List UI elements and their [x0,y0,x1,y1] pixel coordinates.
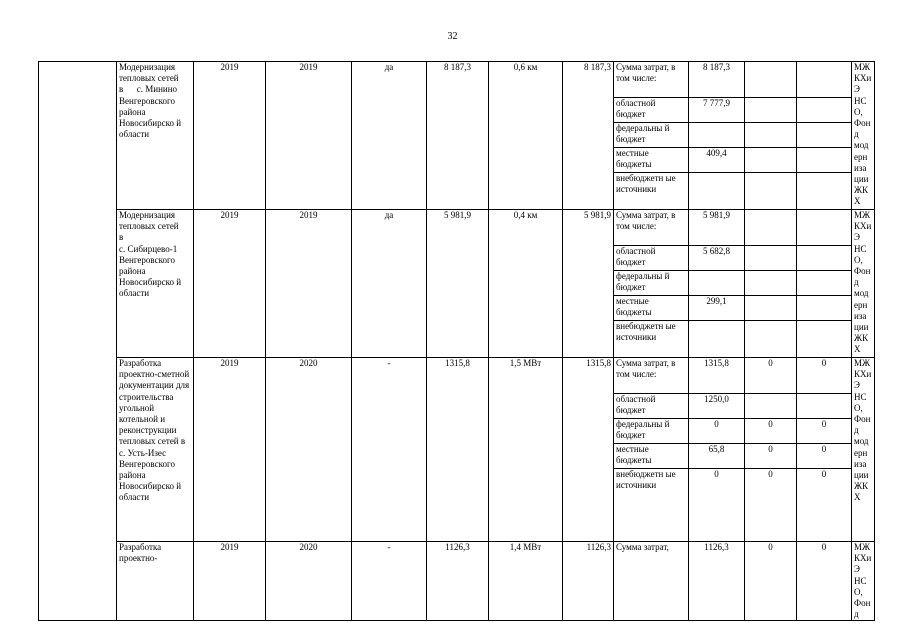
amount-year1 [689,173,745,210]
amount-year3 [797,210,852,246]
amount-year2 [745,148,797,173]
investment-table [38,61,875,621]
year-end: 2019 [266,210,352,358]
project-name: Разработка проектно-сметной документации для строительства угольной котельной и реконструкции тепловых сетей в с. Усть-Изес Венгеровского района Новосибирско й области [117,358,194,542]
funding-label-total: Сумма затрат, в том числе: [614,62,689,98]
capacity: 0,6 км [489,62,563,210]
amount-year2 [745,123,797,148]
year-end: 2019 [266,62,352,210]
cost: 1126,3 [427,542,489,621]
flag: да [352,210,427,358]
funding-label-local: местные бюджеты [614,296,689,321]
funding-label-regional: областной бюджет [614,246,689,271]
amount-year1: 0 [689,419,745,444]
year-start: 2019 [194,62,266,210]
funding-label-federal: федеральны й бюджет [614,123,689,148]
table-body [39,62,875,621]
amount-year1: 0 [689,469,745,542]
funding-label-total: Сумма затрат, [614,542,689,621]
amount-year3 [797,246,852,271]
funding-label-offbudget: внебюджетн ые источники [614,469,689,542]
capacity: 1,5 МВт [489,358,563,542]
funding-label-federal: федеральны й бюджет [614,419,689,444]
amount-year2 [745,296,797,321]
capacity: 0,4 км [489,210,563,358]
year-start: 2019 [194,542,266,621]
cost-total: 1126,3 [563,542,614,621]
amount-year2 [745,173,797,210]
amount-year2 [745,62,797,98]
amount-year3 [797,271,852,296]
amount-year2: 0 [745,542,797,621]
amount-year1 [689,123,745,148]
amount-year3 [797,98,852,123]
project-name: Модернизация тепловых сетей в с. Сибирцево-1 Венгеровского района Новосибирско й области [117,210,194,358]
amount-year2: 0 [745,469,797,542]
amount-year2 [745,246,797,271]
amount-year2 [745,210,797,246]
cost: 1315,8 [427,358,489,542]
capacity: 1,4 МВт [489,542,563,621]
amount-year3 [797,62,852,98]
amount-year3 [797,321,852,358]
table-row [39,358,875,394]
table-row [39,542,875,621]
amount-year1: 7 777,9 [689,98,745,123]
amount-year1: 65,8 [689,444,745,469]
responsible: МЖКХиЭ НСО, Фонд модерниза ции ЖКХ [852,358,875,542]
amount-year1: 1315,8 [689,358,745,394]
amount-year3 [797,148,852,173]
funding-label-federal: федеральны й бюджет [614,271,689,296]
amount-year3: 0 [797,419,852,444]
amount-year1 [689,321,745,358]
flag: - [352,358,427,542]
amount-year3: 0 [797,469,852,542]
amount-year3 [797,394,852,419]
amount-year1: 1250,0 [689,394,745,419]
amount-year2 [745,271,797,296]
amount-year1: 299,1 [689,296,745,321]
project-name: Разработка проектно- [117,542,194,621]
amount-year2: 0 [745,444,797,469]
amount-year1: 5 981,9 [689,210,745,246]
amount-year2: 0 [745,419,797,444]
amount-year1: 8 187,3 [689,62,745,98]
funding-label-local: местные бюджеты [614,148,689,173]
amount-year3 [797,296,852,321]
funding-label-local: местные бюджеты [614,444,689,469]
funding-label-regional: областной бюджет [614,98,689,123]
funding-label-total: Сумма затрат, в том числе: [614,210,689,246]
amount-year3: 0 [797,542,852,621]
amount-year2: 0 [745,358,797,394]
amount-year1 [689,271,745,296]
cost-total: 1315,8 [563,358,614,542]
amount-year3 [797,173,852,210]
year-end: 2020 [266,542,352,621]
amount-year3: 0 [797,358,852,394]
funding-label-total: Сумма затрат, в том числе: [614,358,689,394]
page-number: 32 [447,31,458,42]
cost: 5 981,9 [427,210,489,358]
cost-total: 5 981,9 [563,210,614,358]
project-name: Модернизация тепловых сетей в с. Минино Венгеровского района Новосибирско й области [117,62,194,210]
responsible: МЖКХиЭ НСО, Фонд модерниза ции ЖКХ [852,210,875,358]
amount-year1: 409,4 [689,148,745,173]
responsible: МЖКХиЭ НСО, Фонд [852,542,875,621]
year-start: 2019 [194,210,266,358]
amount-year2 [745,321,797,358]
year-end: 2020 [266,358,352,542]
flag: да [352,62,427,210]
year-start: 2019 [194,358,266,542]
amount-year3 [797,123,852,148]
table-frame [38,61,874,620]
funding-label-offbudget: внебюджетн ые источники [614,173,689,210]
flag: - [352,542,427,621]
amount-year1: 5 682,8 [689,246,745,271]
amount-year1: 1126,3 [689,542,745,621]
amount-year3: 0 [797,444,852,469]
responsible: МЖКХиЭ НСО, Фонд модерниза ции ЖКХ [852,62,875,210]
amount-year2 [745,98,797,123]
funding-label-offbudget: внебюджетн ые источники [614,321,689,358]
funding-label-regional: областной бюджет [614,394,689,419]
table-row [39,210,875,246]
cost-total: 8 187,3 [563,62,614,210]
cost: 8 187,3 [427,62,489,210]
amount-year2 [745,394,797,419]
left-merged-cell [39,62,117,621]
table-row [39,62,875,98]
